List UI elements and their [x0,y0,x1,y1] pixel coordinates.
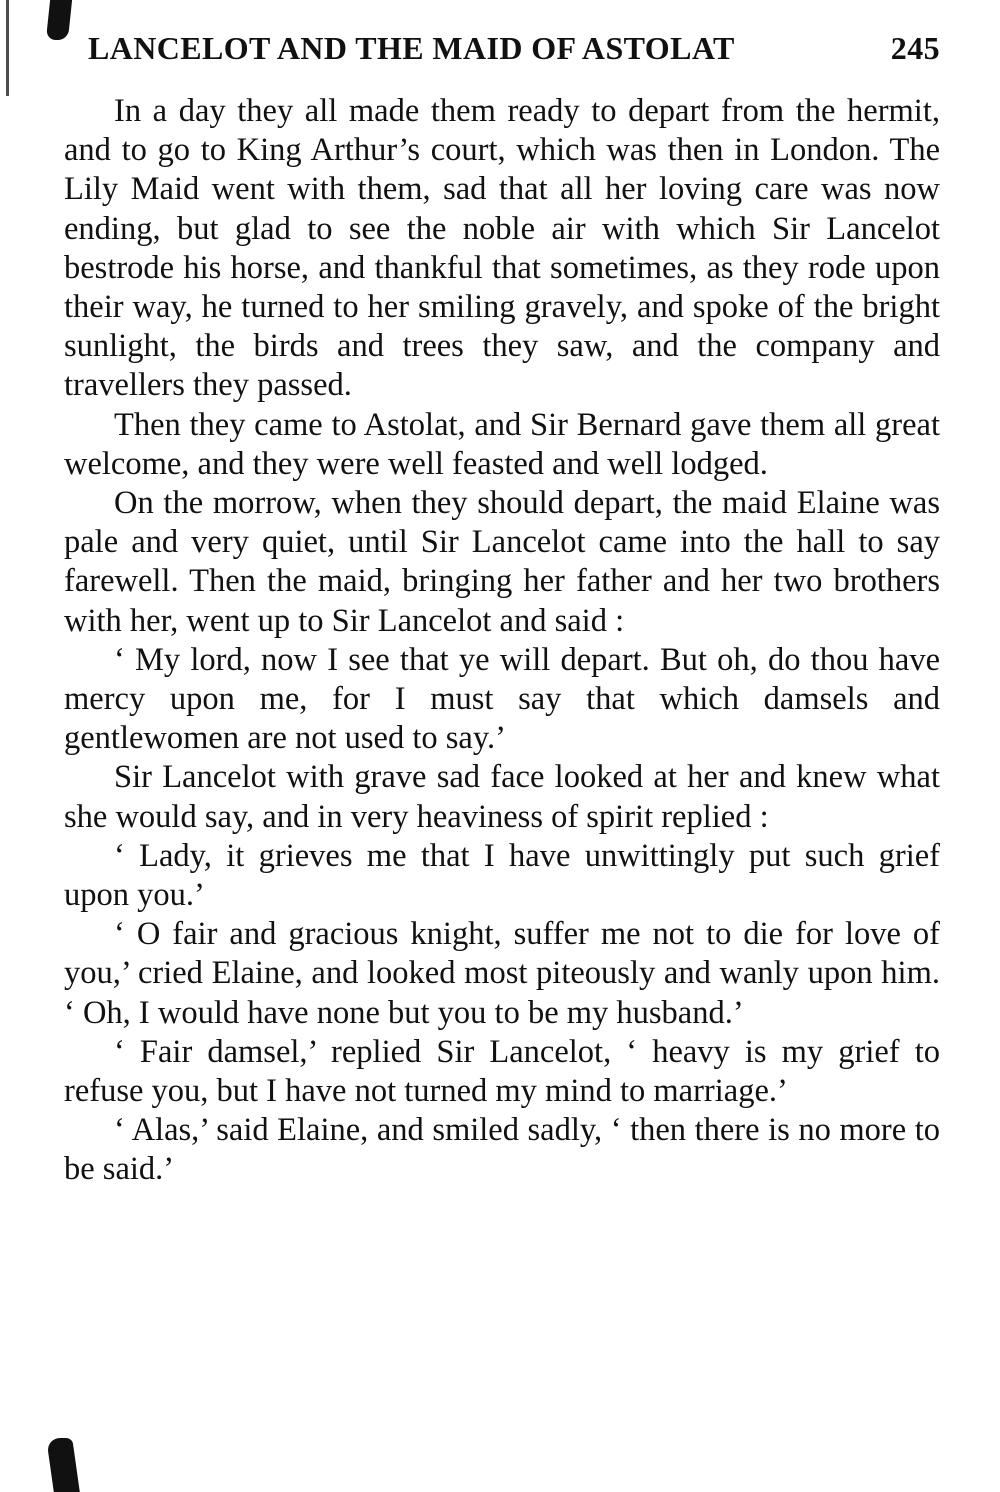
paragraph: ‘ O fair and gracious knight, suffer me not to die for love of you,’ cried Elaine, and looked most piteously and wanly upon him. ‘ Oh, I would have none but you to be my husband.’ [64,916,940,1031]
paragraph: ‘ Lady, it grieves me that I have unwittingly put such grief upon you.’ [64,837,940,914]
scan-edge-mark-top [46,0,72,40]
paragraph: ‘ My lord, now I see that ye will depart. But oh, do thou have mercy upon me, for I must say that which damsels and gentlewomen are not used to say.’ [64,641,940,757]
scan-edge-line [6,0,9,96]
page-number: 245 [890,30,940,66]
scan-edge-mark-bottom [46,1438,80,1492]
paragraph: ‘ Alas,’ said Elaine, and smiled sadly, ‘ then there is no more to be said.’ [64,1112,940,1188]
running-head-title: LANCELOT AND THE MAID OF ASTOLAT [88,30,735,66]
body-text [64,92,940,1190]
paragraph: Sir Lancelot with grave sad face looked at her and knew what she would say, and in very heaviness of spirit replied : [64,759,940,835]
running-head [88,30,940,76]
paragraph: Then they came to Astolat, and Sir Bernard gave them all great welcome, and they were well feasted and well lodged. [64,406,940,482]
paragraph: ‘ Fair damsel,’ replied Sir Lancelot, ‘ heavy is my grief to refuse you, but I have not turned my mind to marriage.’ [64,1033,940,1110]
paragraph: On the morrow, when they should depart, the maid Elaine was pale and very quiet, until Sir Lancelot came into the hall to say farewell. Then the maid, bringing her father and her two brothers with her, went up to Sir Lancelot and said : [64,485,940,639]
paragraph: In a day they all made them ready to depart from the hermit, and to go to King Arthur’s court, which was then in London. The Lily Maid went with them, sad that all her loving care was now ending, but glad to see the noble air with which Sir Lancelot bestrode his horse, and thankful that sometimes, as they rode upon their way, he turned to her smiling gravely, and spoke of the bright sunlight, the birds and trees they saw, and the company and travellers they passed. [64,93,940,404]
